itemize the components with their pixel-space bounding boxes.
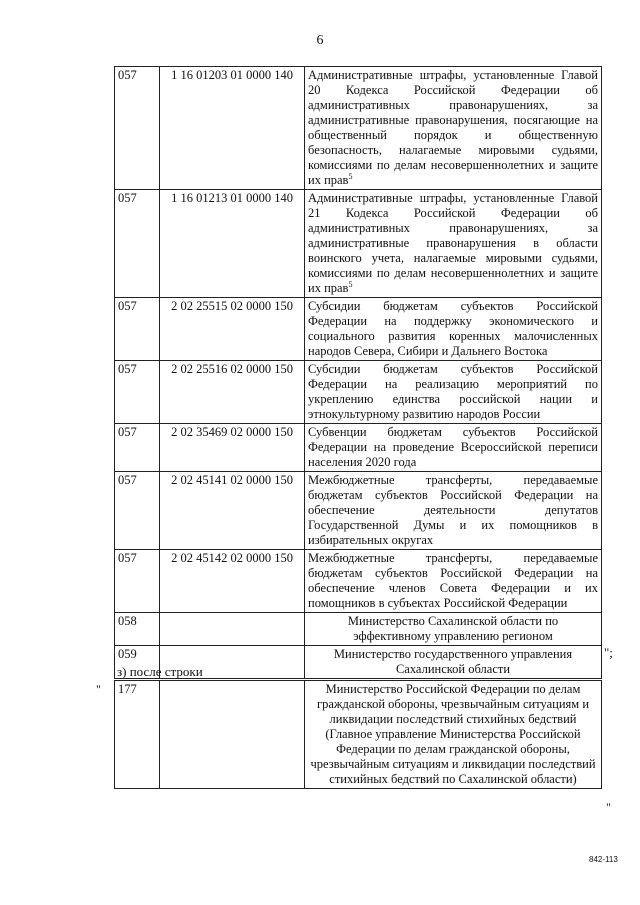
budget-codes-table: [114, 66, 602, 679]
footer-code: 842-113: [589, 855, 618, 864]
description-text: Субвенции бюджетам субъектов Российской Федерации на проведение Всероссийской переписи населения 2020 года: [308, 425, 598, 469]
admin-code-cell: 057: [115, 550, 160, 613]
table-row: [115, 681, 602, 789]
footnote-marker: 5: [348, 171, 353, 181]
table-row: [115, 298, 602, 361]
kbk-cell: 2 02 45141 02 0000 150: [160, 472, 305, 550]
footnote-marker: 5: [348, 279, 353, 289]
ministry-name-cell: Министерство Сахалинской области по эффективному управлению регионом: [305, 613, 602, 646]
description-text: Субсидии бюджетам субъектов Российской Федерации на поддержку экономического и социального развития коренных малочисленных народов Севера, Сибири и Дальнего Востока: [308, 299, 598, 358]
description-cell: [305, 550, 602, 613]
table-row: [115, 613, 602, 646]
kbk-cell: 1 16 01203 01 0000 140: [160, 67, 305, 190]
description-cell: [305, 67, 602, 190]
admin-code-cell: 057: [115, 298, 160, 361]
closing-quote: ": [606, 800, 611, 814]
description-cell: [305, 190, 602, 298]
kbk-cell: [160, 681, 305, 789]
description-text: Субсидии бюджетам субъектов Российской Федерации на реализацию мероприятий по укреплению единства российской нации и этнокультурному развитию народов России: [308, 362, 598, 421]
admin-code-cell: 057: [115, 190, 160, 298]
description-text: Административные штрафы, установленные Главой 21 Кодекса Российской Федерации об административных правонарушениях, за административные правонарушения в области воинского учета, налагаемые мировыми судьями, комиссиями по делам несовершеннолетних и защите их прав: [308, 191, 598, 295]
opening-quote: ": [96, 682, 101, 696]
closing-quote-semicolon: ";: [604, 645, 613, 660]
page-number: 6: [316, 33, 324, 48]
table-row: [115, 424, 602, 472]
description-cell: [305, 298, 602, 361]
description-cell: [305, 424, 602, 472]
kbk-cell: 1 16 01213 01 0000 140: [160, 190, 305, 298]
admin-code-cell: 057: [115, 67, 160, 190]
table-row: [115, 361, 602, 424]
section-label: з) после строки: [117, 664, 203, 679]
kbk-cell: 2 02 25515 02 0000 150: [160, 298, 305, 361]
table-row: [115, 67, 602, 190]
budget-codes-table-body: [115, 67, 602, 679]
kbk-cell: [160, 613, 305, 646]
admin-code-cell: 177: [115, 681, 160, 789]
kbk-cell: 2 02 25516 02 0000 150: [160, 361, 305, 424]
description-text: Межбюджетные трансферты, передаваемые бюджетам субъектов Российской Федерации на обеспечение членов Совета Федерации и их помощников в субъектах Российской Федерации: [308, 551, 598, 610]
description-text: Межбюджетные трансферты, передаваемые бюджетам субъектов Российской Федерации на обеспечение деятельности депутатов Государственной Думы и их помощников в избирательных округах: [308, 473, 598, 547]
inserted-row-table: [114, 680, 602, 789]
admin-code-cell: 057: [115, 472, 160, 550]
admin-code-cell: 059: [115, 646, 160, 679]
description-cell: [305, 361, 602, 424]
table-row: [115, 472, 602, 550]
admin-code-cell: 057: [115, 424, 160, 472]
ministry-name-cell: Министерство государственного управления Сахалинской области: [305, 646, 602, 679]
kbk-cell: 2 02 45142 02 0000 150: [160, 550, 305, 613]
table-row: [115, 190, 602, 298]
admin-code-cell: 057: [115, 361, 160, 424]
description-cell: Министерство Российской Федерации по делам гражданской обороны, чрезвычайным ситуациям и ликвидации последствий стихийных бедствий (Главное управление Министерства Российской Федерации по делам гражданской обороны, чрезвычайным ситуациям и ликвидации последствий стихийных бедствий по Сахалинской области): [305, 681, 602, 789]
admin-code-cell: 058: [115, 613, 160, 646]
table-row: [115, 550, 602, 613]
kbk-cell: 2 02 35469 02 0000 150: [160, 424, 305, 472]
description-text: Административные штрафы, установленные Главой 20 Кодекса Российской Федерации об административных правонарушениях, за административные правонарушения, посягающие на общественный порядок и общественную безопасность, налагаемые мировыми судьями, комиссиями по делам несовершеннолетних и защите их прав: [308, 68, 598, 187]
description-cell: [305, 472, 602, 550]
